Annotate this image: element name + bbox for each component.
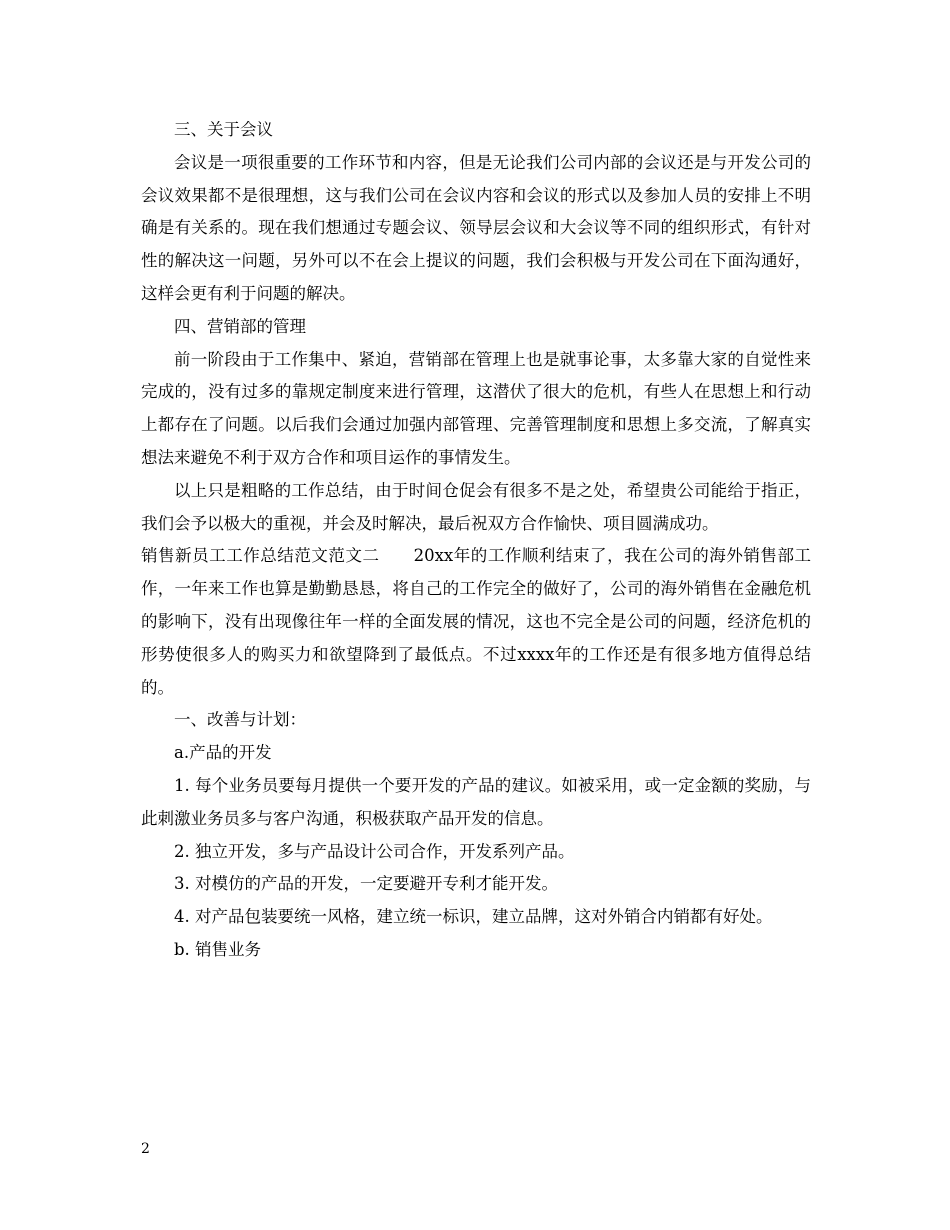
section-heading-marketing-management: 四、营销部的管理: [174, 316, 306, 336]
section-heading-improvement-plan: 一、改善与计划：: [174, 710, 306, 730]
paragraph-sample-two-intro: 销售新员工工作总结范文范文二 20xx年的工作顺利结束了，我在公司的海外销售部工作，一年来工作也算是勤勤恳恳，将自己的工作完全的做好了，公司的海外销售在金融危机的影响下，没有出现像往年一样的全面发展的情况，这也不完全是公司的问题，经济危机的形势使很多人的购买力和欲望降到了最低点。不过xxxx年的工作还是有很多地方值得总结的。: [141, 546, 811, 697]
list-item-3: 3. 对模仿的产品的开发，一定要避开专利才能开发。: [174, 874, 558, 894]
page-number: 2: [141, 1141, 150, 1157]
paragraph-closing: 以上只是粗略的工作总结，由于时间仓促会有很多不是之处，希望贵公司能给于指正，我们会予以极大的重视，并会及时解决，最后祝双方合作愉快、项目圆满成功。: [141, 480, 811, 533]
subheading-product-development: a.产品的开发: [174, 743, 272, 763]
paragraph-marketing-management: 前一阶段由于工作集中、紧迫，营销部在管理上也是就事论事，太多靠大家的自觉性来完成的，没有过多的靠规定制度来进行管理，这潜伏了很大的危机，有些人在思想上和行动上都存在了问题。以后我们会通过加强内部管理、完善管理制度和思想上多交流，了解真实想法来避免不利于双方合作和项目运作的事情发生。: [141, 349, 811, 467]
list-item-2: 2. 独立开发，多与产品设计公司合作，开发系列产品。: [174, 841, 575, 861]
list-item-1: 1. 每个业务员要每月提供一个要开发的产品的建议。如被采用，或一定金额的奖励，与此刺激业务员多与客户沟通，积极获取产品开发的信息。: [141, 775, 811, 828]
paragraph-meetings: 会议是一项很重要的工作环节和内容，但是无论我们公司内部的会议还是与开发公司的会议效果都不是很理想，这与我们公司在会议内容和会议的形式以及参加人员的安排上不明确是有关系的。现在我们想通过专题会议、领导层会议和大会议等不同的组织形式，有针对性的解决这一问题，另外可以不在会上提议的问题，我们会积极与开发公司在下面沟通好，这样会更有利于问题的解决。: [141, 152, 811, 303]
list-item-4: 4. 对产品包装要统一风格，建立统一标识，建立品牌，这对外销合内销都有好处。: [174, 907, 773, 927]
subheading-sales-business: b. 销售业务: [174, 939, 262, 959]
section-heading-meetings: 三、关于会议: [174, 120, 273, 139]
document-body: [141, 114, 811, 967]
